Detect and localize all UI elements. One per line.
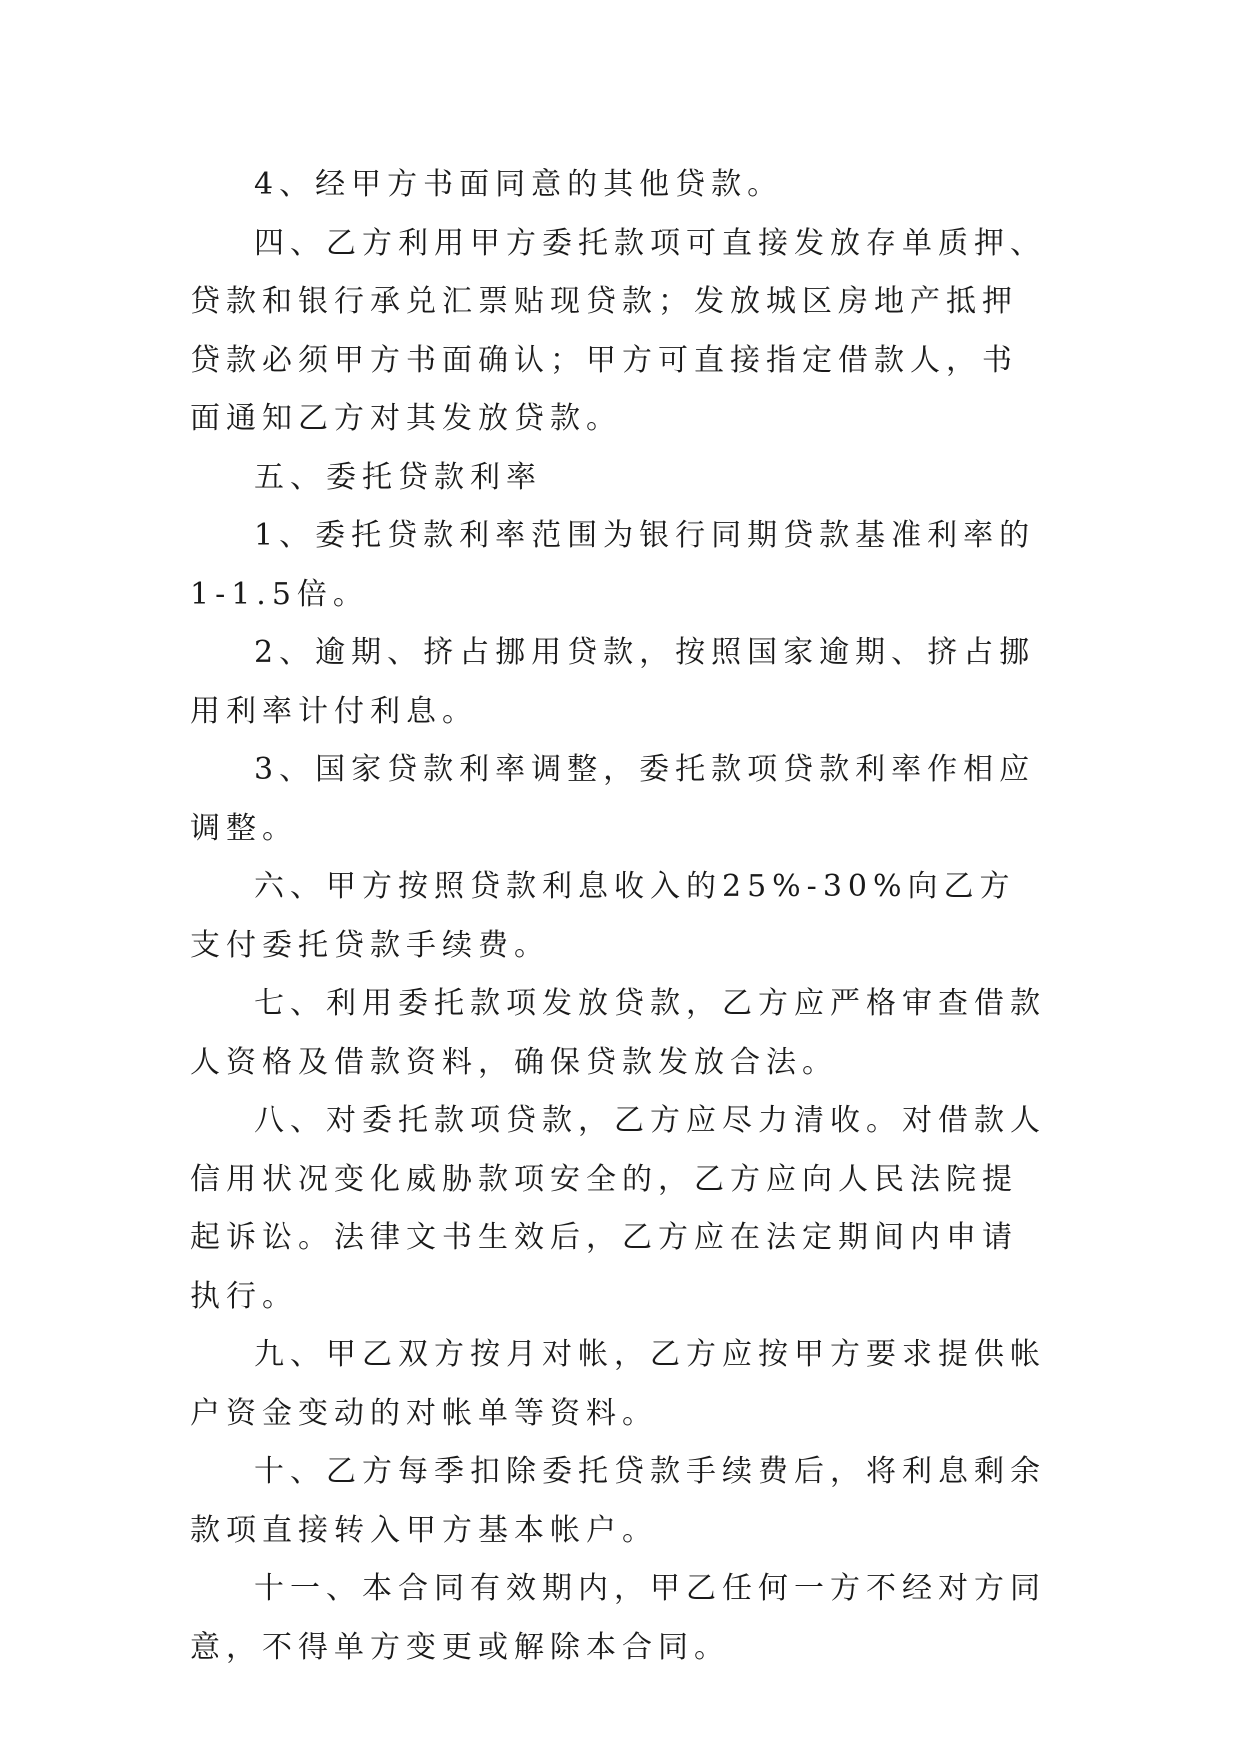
- paragraph-clause-7-review: 七、利用委托款项发放贷款，乙方应严格审查借款人资格及借款资料，确保贷款发放合法。: [190, 986, 1046, 1080]
- paragraph-clause-4-loan-types: 四、乙方利用甲方委托款项可直接发放存单质押、贷款和银行承兑汇票贴现贷款；发放城区房地产抵押贷款必须甲方书面确认；甲方可直接指定借款人，书面通知乙方对其发放贷款。: [190, 225, 1046, 436]
- paragraph-rate-range: 1、委托贷款利率范围为银行同期贷款基准利率的1-1.5倍。: [190, 518, 1036, 612]
- paragraph-clause-8-collection: 八、对委托款项贷款，乙方应尽力清收。对借款人信用状况变化威胁款项安全的，乙方应向人民法院提起诉讼。法律文书生效后，乙方应在法定期间内申请执行。: [190, 1103, 1046, 1314]
- document-page: [190, 156, 1050, 1677]
- paragraph-clause-9-reconciliation: 九、甲乙双方按月对帐，乙方应按甲方要求提供帐户资金变动的对帐单等资料。: [190, 1337, 1046, 1431]
- paragraph-item-4-other-loans: 4、经甲方书面同意的其他贷款。: [254, 167, 784, 202]
- paragraph-clause-6-fee: 六、甲方按照贷款利息收入的25%-30%向乙方支付委托贷款手续费。: [190, 869, 1016, 963]
- paragraph-overdue-rate: 2、逾期、挤占挪用贷款，按照国家逾期、挤占挪用利率计付利息。: [190, 635, 1036, 729]
- paragraph-clause-10-transfer: 十、乙方每季扣除委托贷款手续费后，将利息剩余款项直接转入甲方基本帐户。: [190, 1454, 1046, 1548]
- paragraph-clause-11-validity: 十一、本合同有效期内，甲乙任何一方不经对方同意，不得单方变更或解除本合同。: [190, 1571, 1046, 1665]
- paragraph-clause-5-heading: 五、委托贷款利率: [254, 459, 542, 495]
- paragraph-rate-adjustment: 3、国家贷款利率调整，委托款项贷款利率作相应调整。: [190, 752, 1036, 846]
